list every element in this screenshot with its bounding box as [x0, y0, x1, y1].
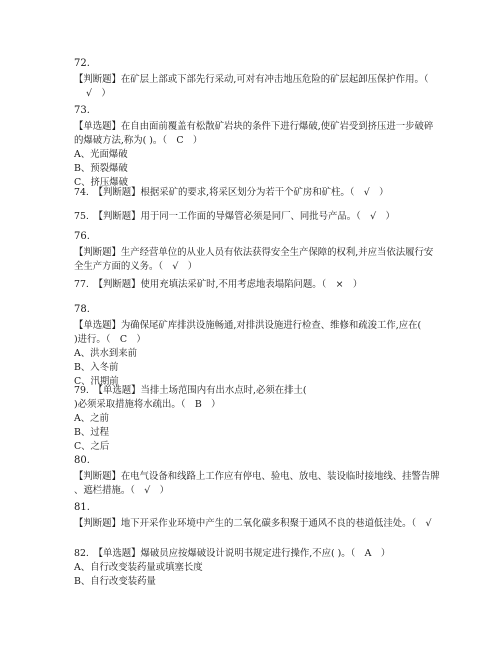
question-text: 【单选题】为确保尾矿库排洪设施畅通,对排洪设施进行检查、维修和疏浚工作,应在(	[74, 320, 422, 331]
question-75	[74, 210, 434, 224]
question-number: 76.	[74, 231, 90, 242]
question-answer: √ ）	[86, 88, 111, 99]
question-text: 82. 【单选题】爆破员应按爆破设计说明书规定进行操作,不应( )。（ A ）	[74, 548, 391, 559]
question-82	[74, 547, 434, 589]
option: C、之后	[74, 441, 110, 452]
question-text: 75. 【判断题】用于同一工作面的导爆管必须是同厂、同批号产品。（ √ ）	[74, 211, 395, 222]
question-text: )必须采取措施将水疏出。（ B ）	[74, 399, 221, 410]
question-text: 的爆破方法,称为( )。（ C ）	[74, 135, 203, 146]
question-number: 72.	[74, 58, 90, 69]
question-number: 73.	[74, 105, 90, 116]
question-text: 【判断题】在电气设备和线路上工作应有停电、验电、放电、装设临时接地线、挂警告牌	[74, 471, 440, 482]
question-number: 80.	[74, 455, 90, 466]
option: B、入冬前	[74, 362, 119, 373]
question-number: 78.	[74, 304, 90, 315]
question-72	[74, 57, 434, 101]
question-text: 【判断题】地下开采作业环境中产生的二氧化碳多积聚于通风不良的巷道低洼处。（ √	[74, 518, 432, 529]
question-80	[74, 454, 440, 498]
question-76	[74, 230, 434, 274]
question-text: 【单选题】在自由面前覆盖有松散矿岩块的条件下进行爆破,使矿岩受到挤压进一步破碎	[74, 121, 434, 132]
question-79	[74, 384, 434, 454]
question-text: 全生产方面的义务。（ √ ）	[74, 261, 198, 272]
question-74	[74, 186, 434, 200]
option: A、自行改变装药量或填塞长度	[74, 562, 203, 573]
option: B、自行改变装药量	[74, 576, 156, 587]
question-78	[74, 303, 434, 389]
question-text: )进行。（ C ）	[74, 334, 146, 345]
question-77	[74, 278, 434, 292]
question-81	[74, 501, 434, 531]
question-73	[74, 104, 434, 190]
option: B、预裂爆破	[74, 163, 128, 174]
question-text: 77. 【判断题】使用充填法采矿时,不用考虑地表塌陷问题。（ × ）	[74, 279, 363, 290]
question-text: 【判断题】在矿层上部或下部先行采动,可对有冲击地压危险的矿层起卸压保护作用。（	[74, 74, 429, 85]
option: A、光面爆破	[74, 149, 128, 160]
question-text: 、遮栏措施。（ √ ）	[74, 485, 170, 496]
option: A、洪水到来前	[74, 348, 138, 359]
option: C、汛期前	[74, 376, 119, 387]
option: B、过程	[74, 427, 110, 438]
question-number: 81.	[74, 502, 90, 513]
option: C、挤压爆破	[74, 177, 129, 188]
question-text: 79. 【单选题】当排土场范围内有出水点时,必须在排土(	[74, 385, 307, 396]
question-text: 【判断题】生产经营单位的从业人员有依法获得安全生产保障的权利,并应当依法履行安	[74, 247, 434, 258]
option: A、之前	[74, 413, 109, 424]
question-text: 74. 【判断题】根据采矿的要求,将采区划分为若干个矿房和矿柱。（ √ ）	[74, 187, 389, 198]
